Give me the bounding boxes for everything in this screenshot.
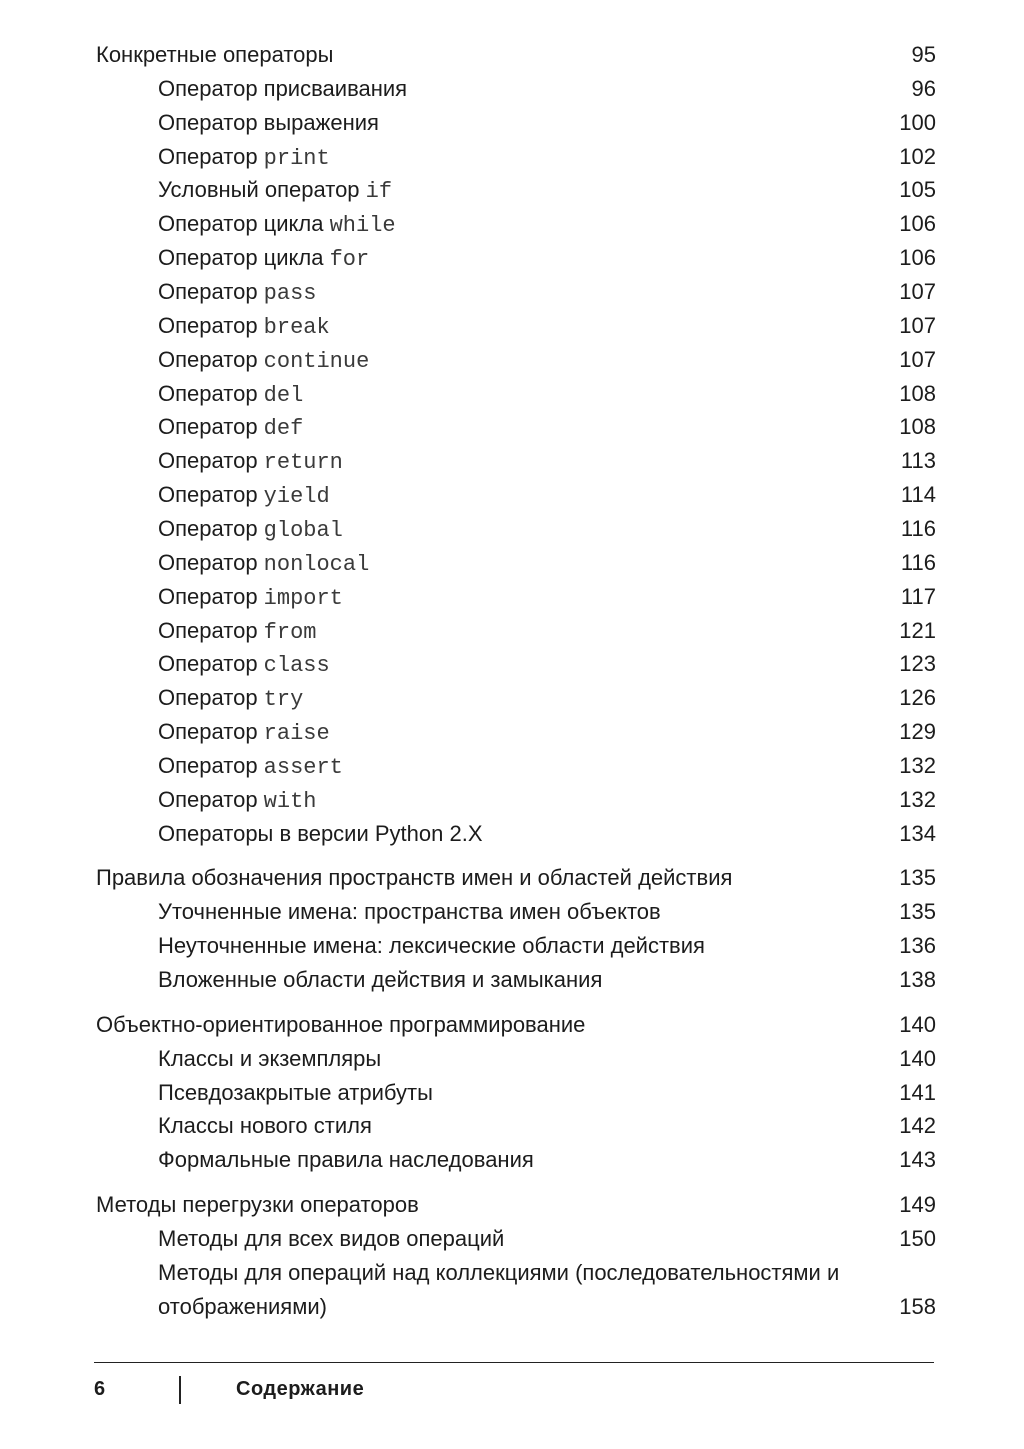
toc-entry-code: def xyxy=(263,416,304,442)
toc-page-number: 143 xyxy=(899,1147,936,1173)
toc-entry-title xyxy=(158,275,316,311)
toc-page-number: 141 xyxy=(899,1079,936,1105)
toc-entry-text: Формальные правила наследования xyxy=(158,1147,534,1173)
toc-entry xyxy=(0,377,1024,411)
toc-entry-text: Условный оператор xyxy=(158,177,366,203)
toc-entry-text: Оператор xyxy=(158,719,264,744)
toc-entry-title xyxy=(158,72,407,106)
toc-entry xyxy=(0,207,1024,241)
toc-entry-text: Оператор xyxy=(158,414,264,440)
toc-page-number: 116 xyxy=(900,515,936,541)
toc-entry xyxy=(0,580,1024,614)
toc-entry xyxy=(0,783,1024,817)
toc-entry xyxy=(0,1143,1024,1177)
toc-entry xyxy=(0,72,1024,106)
toc-entry-code: assert xyxy=(263,754,343,780)
toc-entry-code: raise xyxy=(263,721,330,746)
toc-entry xyxy=(0,963,1024,997)
toc-entry-text: Неуточненные имена: лексические области действия xyxy=(158,933,705,959)
toc-page-number: 114 xyxy=(900,482,936,508)
toc-entry xyxy=(0,309,1024,343)
toc-entry-code: continue xyxy=(263,348,370,374)
toc-page-number: 135 xyxy=(899,865,936,891)
toc-entry-text: Оператор xyxy=(158,278,264,304)
toc-page-number: 134 xyxy=(899,820,936,846)
toc-entry-text: Оператор выражения xyxy=(158,109,379,135)
toc-entry-text: Оператор xyxy=(158,312,264,338)
toc-entry xyxy=(0,410,1024,444)
toc-entry-code: return xyxy=(263,450,343,476)
toc-entry-title xyxy=(158,614,316,650)
toc-entry-title xyxy=(158,929,705,963)
toc-entry-text: Конкретные операторы xyxy=(96,42,334,67)
toc-page-number: 123 xyxy=(899,651,936,677)
footer-rule xyxy=(94,1362,934,1363)
toc-entry-text: Оператор xyxy=(158,143,264,169)
toc-entry-title xyxy=(158,1222,504,1256)
toc-entry-text: Оператор xyxy=(158,786,264,812)
toc-entry-code: import xyxy=(263,585,343,611)
toc-page-number: 107 xyxy=(899,346,936,372)
toc-page-number: 96 xyxy=(911,75,936,101)
toc-entry-code: with xyxy=(263,788,317,814)
toc-entry-title xyxy=(158,647,330,683)
toc-entry xyxy=(0,715,1024,749)
toc-entry-code: print xyxy=(263,145,330,171)
toc-entry-title xyxy=(158,377,303,413)
toc-page-number: 107 xyxy=(899,278,936,304)
toc-entry xyxy=(0,614,1024,648)
toc-entry-code: del xyxy=(263,382,304,408)
toc-page-number: 108 xyxy=(899,414,936,440)
toc-section xyxy=(0,1188,1024,1222)
toc-section xyxy=(0,1008,1024,1042)
toc-entry-title xyxy=(158,681,303,717)
toc-entry-title xyxy=(158,1042,381,1076)
toc-page-number: 95 xyxy=(911,42,936,67)
toc-entry xyxy=(0,681,1024,715)
toc-page-number: 138 xyxy=(899,967,936,992)
toc-page-number: 100 xyxy=(899,109,936,135)
toc-entry-title xyxy=(158,817,483,851)
toc-entry-text: Оператор xyxy=(158,617,264,643)
toc-page-number: 140 xyxy=(899,1045,936,1071)
toc-page-number: 102 xyxy=(899,143,936,169)
toc-page-number: 132 xyxy=(899,752,936,778)
toc-page-number: 113 xyxy=(900,448,936,474)
toc-entry xyxy=(0,1042,1024,1076)
toc-entry xyxy=(0,817,1024,851)
toc-entry xyxy=(0,1256,1024,1290)
toc-entry-text: Классы нового стиля xyxy=(158,1113,372,1139)
toc-entry-text: Методы для всех видов операций xyxy=(158,1225,505,1251)
toc-page-number: 136 xyxy=(899,933,936,959)
toc-page-number: 116 xyxy=(900,549,936,575)
toc-entry-code: yield xyxy=(263,484,330,510)
toc-entry-code: for xyxy=(329,247,370,273)
toc-entry-code: class xyxy=(263,653,330,679)
toc-entry xyxy=(0,1222,1024,1256)
toc-entry-code: break xyxy=(263,314,330,340)
toc-page-number: 107 xyxy=(899,312,936,338)
toc-entry-text: Оператор xyxy=(158,549,264,575)
toc-entry-title xyxy=(158,478,330,514)
toc-entry-text: Оператор xyxy=(158,380,264,406)
toc-entry-text: Оператор xyxy=(158,651,264,677)
toc-entry-text: Правила обозначения пространств имен и областей действия xyxy=(96,865,733,891)
toc-page-number: 140 xyxy=(899,1011,936,1037)
toc-entry-title xyxy=(158,207,396,243)
toc-entry-title xyxy=(158,410,303,446)
toc-entry xyxy=(0,1290,1024,1324)
toc-page-number: 126 xyxy=(899,685,936,711)
toc-entry xyxy=(0,478,1024,512)
toc-entry-title xyxy=(158,106,379,140)
toc-entry-code: global xyxy=(263,517,343,543)
toc-entry-title xyxy=(158,580,343,616)
toc-entry-text: Классы и экземпляры xyxy=(158,1045,382,1071)
toc-entry-text: Операторы в версии Python 2.X xyxy=(158,820,483,846)
toc-page-number: 106 xyxy=(899,245,936,271)
toc-entry xyxy=(0,512,1024,546)
toc-entry-text: Методы для операций над коллекциями (последовательностями и xyxy=(158,1259,840,1285)
toc-page-number: 135 xyxy=(899,899,936,925)
toc-entry-text: Методы перегрузки операторов xyxy=(96,1192,419,1217)
toc-entry-title xyxy=(96,1008,585,1042)
toc-entry-title xyxy=(158,783,316,819)
toc-entry xyxy=(0,444,1024,478)
toc-entry-title xyxy=(158,241,369,277)
toc-entry-title xyxy=(158,343,369,379)
toc-entry-text: Объектно-ориентированное программирование xyxy=(96,1011,586,1037)
toc-entry-text: Оператор xyxy=(158,346,264,372)
toc-entry-code: if xyxy=(365,179,393,205)
toc-page-number: 106 xyxy=(899,211,936,237)
toc-entry-text: Оператор цикла xyxy=(158,211,330,237)
toc-page-number: 117 xyxy=(900,583,936,609)
toc-entry-title xyxy=(158,963,602,997)
toc-entry-code: from xyxy=(263,619,317,645)
toc-entry xyxy=(0,1109,1024,1143)
toc-entry xyxy=(0,343,1024,377)
toc-section xyxy=(0,38,1024,72)
toc-entry-text: Псевдозакрытые атрибуты xyxy=(158,1079,433,1105)
toc-entry-text: Оператор xyxy=(158,515,264,541)
toc-entry xyxy=(0,647,1024,681)
toc-entry-title xyxy=(158,309,330,345)
toc-entry-text: Оператор присваивания xyxy=(158,75,408,101)
toc-entry xyxy=(0,749,1024,783)
footer-section-title: Содержание xyxy=(236,1378,365,1400)
toc-entry-code: while xyxy=(329,213,396,239)
toc-entry-title xyxy=(158,1076,433,1110)
toc-entry-code: try xyxy=(263,687,304,713)
toc-entry xyxy=(0,275,1024,309)
toc-page-number: 150 xyxy=(899,1225,936,1251)
toc-entry-title xyxy=(96,38,333,72)
toc-entry-title xyxy=(158,512,343,548)
toc-entry-title xyxy=(158,1256,839,1290)
toc-entry-title xyxy=(158,895,661,929)
toc-entry-text: Оператор xyxy=(158,583,264,609)
toc-entry-text: Оператор xyxy=(158,482,264,508)
toc-entry-text: отображениями) xyxy=(158,1293,327,1319)
footer-separator xyxy=(179,1376,181,1404)
toc-entry-title xyxy=(158,715,330,751)
toc-entry xyxy=(0,241,1024,275)
toc-page-number: 158 xyxy=(899,1293,936,1319)
toc-entry-text: Уточненные имена: пространства имен объектов xyxy=(158,899,661,925)
toc-entry-title xyxy=(158,140,330,176)
toc-entry-code: pass xyxy=(263,280,317,306)
toc-entry-title xyxy=(158,1143,534,1177)
toc-page-number: 132 xyxy=(899,786,936,812)
footer-page-number: 6 xyxy=(94,1378,106,1400)
toc-entry-text: Оператор xyxy=(158,448,264,474)
toc-page-number: 108 xyxy=(899,380,936,406)
toc-entry xyxy=(0,546,1024,580)
toc-entry-title xyxy=(158,444,343,480)
toc-entry-title xyxy=(158,1290,327,1324)
toc-page-number: 105 xyxy=(899,177,936,203)
toc-page-number: 121 xyxy=(899,617,936,643)
toc-entry xyxy=(0,140,1024,174)
toc-entry-text: Оператор xyxy=(158,752,264,778)
toc-entry-code: nonlocal xyxy=(263,551,370,577)
toc-entry xyxy=(0,895,1024,929)
toc-section xyxy=(0,861,1024,895)
toc-entry xyxy=(0,173,1024,207)
toc-entry-title xyxy=(96,861,732,895)
toc-entry xyxy=(0,1076,1024,1110)
toc-entry xyxy=(0,929,1024,963)
toc-entry-title xyxy=(158,1109,372,1143)
toc-entry xyxy=(0,106,1024,140)
toc-page-number: 129 xyxy=(899,719,936,744)
toc-entry-text: Вложенные области действия и замыкания xyxy=(158,967,603,992)
toc-entry-text: Оператор цикла xyxy=(158,245,330,271)
toc-entry-title xyxy=(158,749,343,785)
toc-page-number: 149 xyxy=(899,1192,936,1217)
toc-page-number: 142 xyxy=(899,1113,936,1139)
toc-entry-title xyxy=(96,1188,419,1222)
toc-entry-title xyxy=(158,546,369,582)
toc-entry-text: Оператор xyxy=(158,685,264,711)
toc-entry-title xyxy=(158,173,392,209)
